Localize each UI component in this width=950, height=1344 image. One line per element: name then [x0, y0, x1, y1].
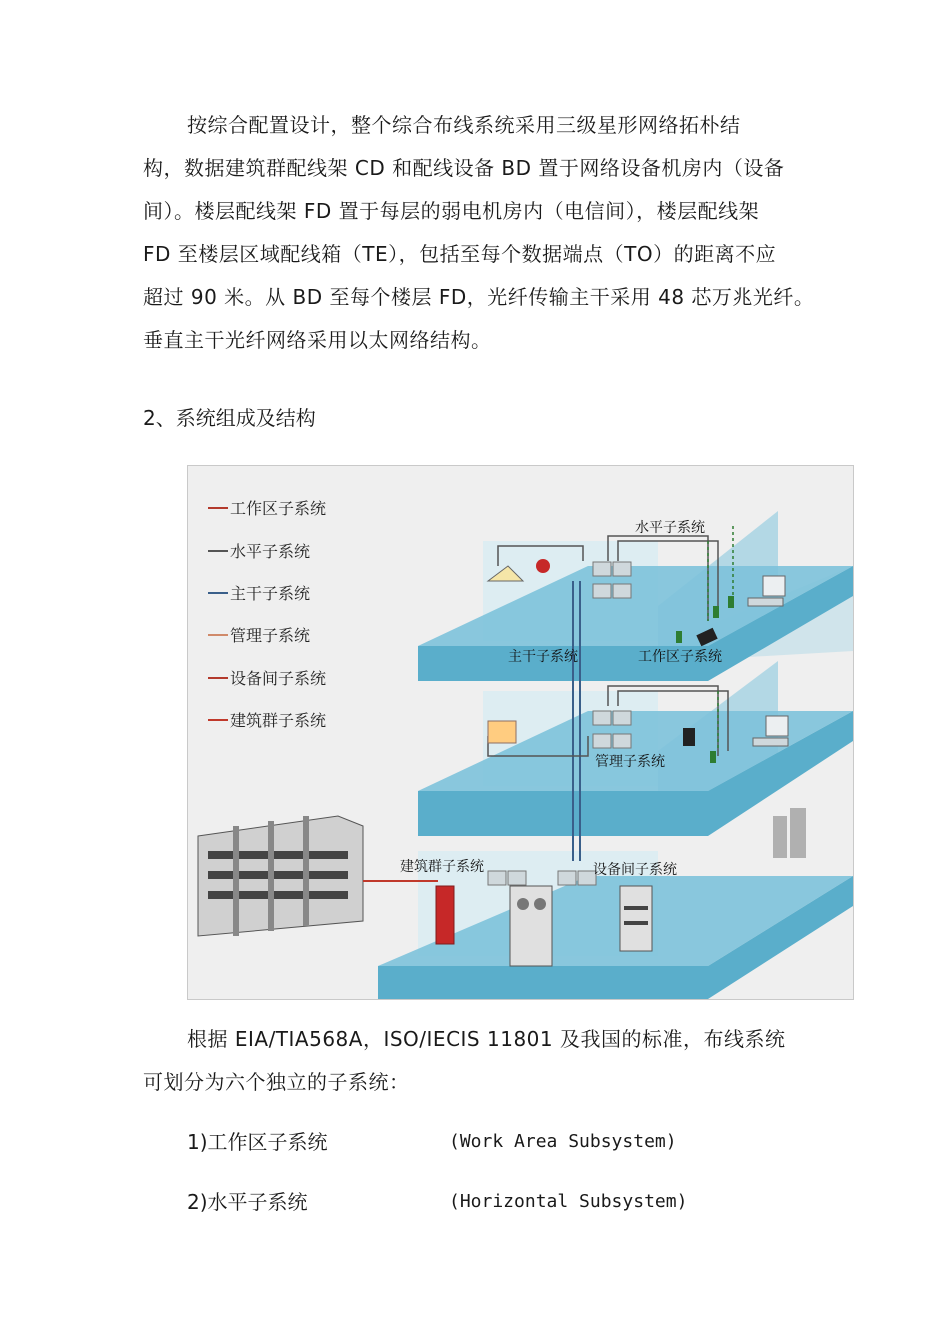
outlet-icon [710, 751, 716, 763]
paragraph-line: FD 至楼层区域配线箱（TE），包括至每个数据端点（TO）的距离不应 [143, 242, 777, 266]
paragraph-line: 根据 EIA/TIA568A，ISO/IECIS 11801 及我国的标准，布线系统 [187, 1027, 786, 1051]
list-item-english: (Work Area Subsystem) [449, 1131, 677, 1152]
label-work-area: 工作区子系统 [638, 649, 722, 665]
printer-icon [488, 721, 516, 743]
campus-building-icon [198, 816, 363, 936]
list-item: 1)工作区子系统 [187, 1130, 328, 1154]
intro-paragraph [143, 104, 815, 362]
legend-work-area: 工作区子系统 [230, 499, 327, 518]
label-campus: 建筑群子系统 [400, 859, 484, 875]
list-item: 2)水平子系统 [187, 1190, 308, 1214]
paragraph-line: 构，数据建筑群配线架 CD 和配线设备 BD 置于网络设备机房内（设备 [143, 156, 785, 180]
label-equipment-room: 设备间子系统 [593, 862, 677, 878]
server-cabinet-icon [510, 886, 552, 966]
phone-icon [683, 728, 695, 746]
paragraph-line: 按综合配置设计，整个综合布线系统采用三级星形网络拓朴结 [187, 113, 741, 137]
label-backbone: 主干子系统 [508, 649, 578, 665]
list-item-english: (Horizontal Subsystem) [449, 1191, 688, 1212]
campus-distributor-icon [436, 886, 454, 944]
legend-backbone: 主干子系统 [230, 584, 311, 603]
standards-paragraph [143, 1018, 811, 1104]
server-rack-icon [620, 886, 652, 951]
alarm-icon [536, 559, 550, 573]
label-management: 管理子系统 [595, 754, 665, 770]
legend-horizontal: 水平子系统 [230, 542, 311, 561]
paragraph-line: 垂直主干光纤网络采用以太网络结构。 [143, 328, 492, 352]
section-heading: 2、系统组成及结构 [143, 406, 316, 430]
paragraph-line: 超过 90 米。从 BD 至每个楼层 FD，光纤传输主干采用 48 芯万兆光纤。 [143, 285, 815, 309]
label-horizontal: 水平子系统 [635, 520, 705, 536]
cabling-system-diagram [187, 465, 854, 1000]
paragraph-line: 可划分为六个独立的子系统： [143, 1070, 410, 1094]
legend-equipment-room: 设备间子系统 [230, 669, 327, 688]
paragraph-line: 间）。楼层配线架 FD 置于每层的弱电机房内（电信间），楼层配线架 [143, 199, 760, 223]
legend-campus: 建筑群子系统 [230, 711, 327, 730]
legend-management: 管理子系统 [230, 626, 311, 645]
